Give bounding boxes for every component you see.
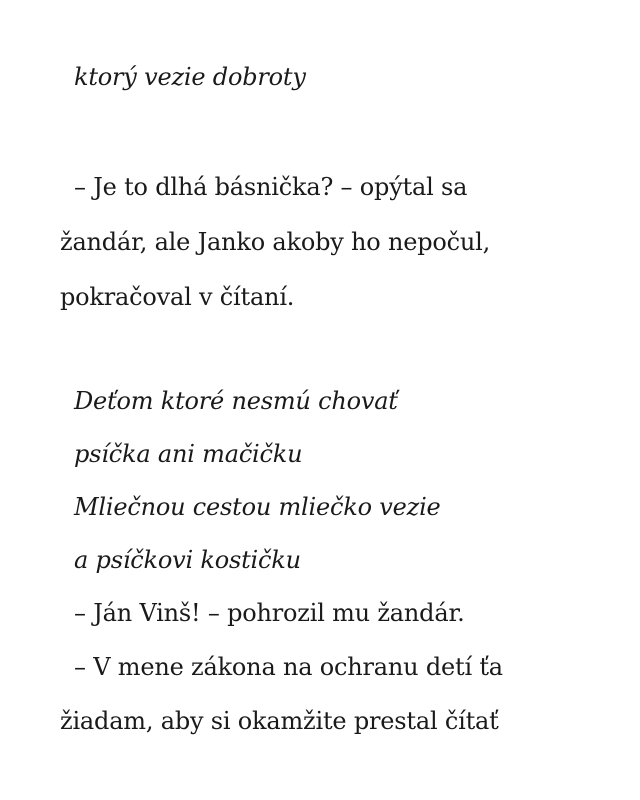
poem-line: Mliečnou cestou mliečko vezie xyxy=(74,493,441,521)
poem-line: ktorý vezie dobroty xyxy=(74,63,306,91)
body-line: pokračoval v čítaní. xyxy=(60,283,295,311)
dialogue-line: – V mene zákona na ochranu detí ťa xyxy=(74,653,503,681)
body-line: žiadam, aby si okamžite prestal čítať xyxy=(60,707,499,735)
poem-line: a psíčkovi kostičku xyxy=(74,546,301,574)
poem-line: psíčka ani mačičku xyxy=(74,440,303,468)
body-line: žandár, ale Janko akoby ho nepočul, xyxy=(60,228,491,256)
dialogue-line: – Ján Vinš! – pohrozil mu žandár. xyxy=(74,599,465,627)
poem-line: Deťom ktoré nesmú chovať xyxy=(74,387,398,415)
dialogue-line: – Je to dlhá básnička? – opýtal sa xyxy=(74,173,468,201)
